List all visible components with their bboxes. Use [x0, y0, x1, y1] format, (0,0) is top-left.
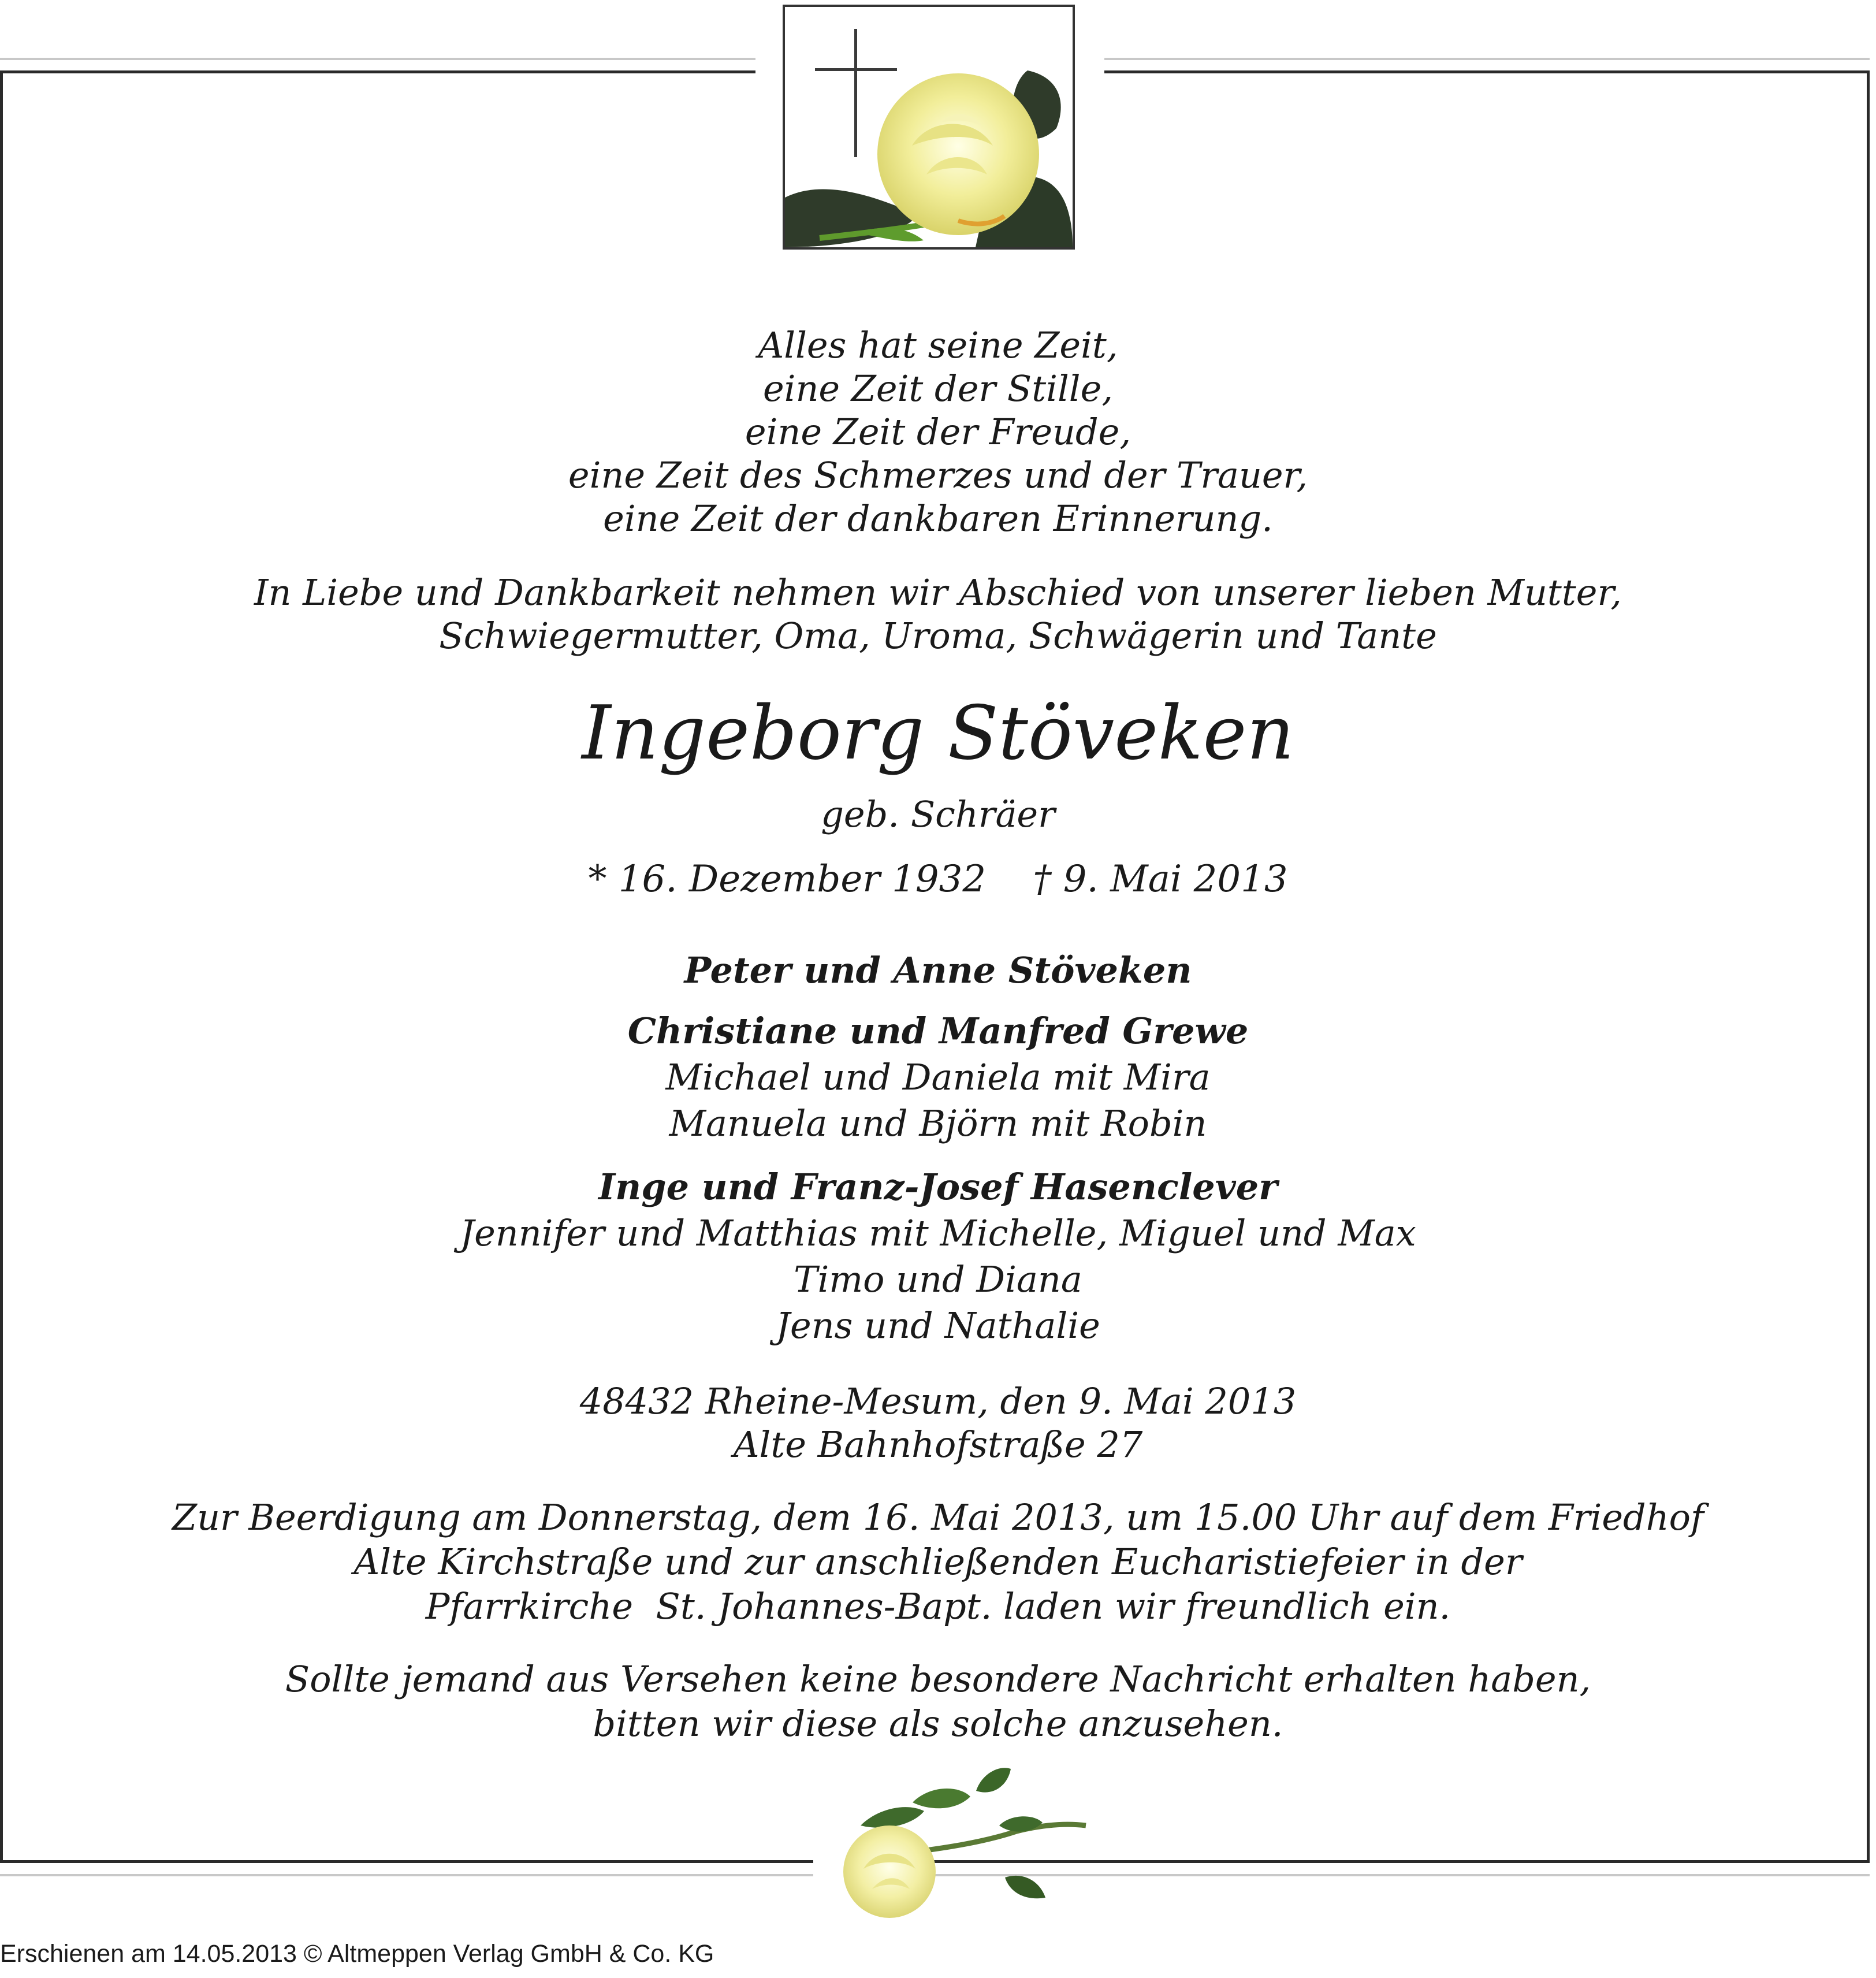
family-group — [0, 1008, 1876, 1147]
poem-line: Alles hat seine Zeit, — [758, 324, 1118, 366]
family-member: Jens und Nathalie — [776, 1304, 1100, 1347]
family-member: Michael und Daniela mit Mira — [665, 1056, 1211, 1098]
poem-line: eine Zeit der dankbaren Erinnerung. — [603, 497, 1273, 540]
cross-rose-emblem — [783, 5, 1075, 250]
funeral-line: Zur Beerdigung am Donnerstag, dem 16. Mai 2013, um 15.00 Uhr auf dem Friedhof — [172, 1496, 1704, 1538]
family-head: Peter und Anne Stöveken — [684, 949, 1192, 991]
family-member: Timo und Diana — [794, 1258, 1082, 1300]
intro-line: Schwiegermutter, Oma, Uroma, Schwägerin und Tante — [439, 615, 1437, 657]
frame-shadow-bottom-left — [0, 1874, 813, 1876]
maiden-name — [0, 793, 1876, 836]
funeral-line: Pfarrkirche St. Johannes-Bapt. laden wir freundlich ein. — [425, 1585, 1451, 1627]
poem-line: eine Zeit der Freude, — [745, 411, 1131, 453]
notice — [0, 1657, 1876, 1746]
frame-bottom-left — [0, 1860, 813, 1863]
maiden-name-text: geb. Schräer — [821, 793, 1055, 835]
intro — [0, 571, 1876, 657]
notice-line: Sollte jemand aus Versehen keine besondere Nachricht erhalten haben, — [285, 1658, 1591, 1700]
deceased-name — [0, 690, 1876, 777]
deceased-name-text: Ingeborg Stöveken — [582, 690, 1294, 776]
frame-top-right — [1104, 70, 1870, 73]
cross-icon — [854, 29, 857, 157]
family-group — [0, 1164, 1876, 1349]
frame-shadow-top-left — [0, 58, 755, 60]
place-and-address — [0, 1380, 1876, 1466]
rose-image — [809, 1756, 1109, 1929]
cross-rose-image — [785, 7, 1073, 247]
family-head: Christiane und Manfred Grewe — [627, 1010, 1249, 1052]
publication-footer: Erschienen am 14.05.2013 © Altmeppen Verlag GmbH & Co. KG — [0, 1940, 714, 1968]
family-member: Manuela und Björn mit Robin — [669, 1102, 1207, 1144]
poem-line: eine Zeit des Schmerzes und der Trauer, — [568, 454, 1308, 496]
life-dates-text: * 16. Dezember 1932 † 9. Mai 2013 — [588, 858, 1288, 901]
family-head: Inge und Franz-Josef Hasenclever — [598, 1166, 1278, 1208]
poem-line: eine Zeit der Stille, — [762, 367, 1114, 410]
family-member: Jennifer und Matthias mit Michelle, Miguel und Max — [460, 1212, 1416, 1254]
life-dates — [0, 856, 1876, 902]
family-group — [0, 947, 1876, 994]
rose-emblem — [809, 1756, 1109, 1929]
notice-line: bitten wir diese als solche anzusehen. — [593, 1702, 1283, 1745]
funeral-info — [0, 1495, 1876, 1628]
poem — [0, 324, 1876, 540]
address-line: Alte Bahnhofstraße 27 — [733, 1423, 1143, 1466]
funeral-line: Alte Kirchstraße und zur anschließenden Eucharistiefeier in der — [353, 1541, 1523, 1583]
place-line: 48432 Rheine-Mesum, den 9. Mai 2013 — [579, 1380, 1297, 1422]
frame-top-left — [0, 70, 755, 73]
frame-shadow-top-right — [1104, 58, 1870, 60]
intro-line: In Liebe und Dankbarkeit nehmen wir Abschied von unserer lieben Mutter, — [254, 571, 1622, 614]
